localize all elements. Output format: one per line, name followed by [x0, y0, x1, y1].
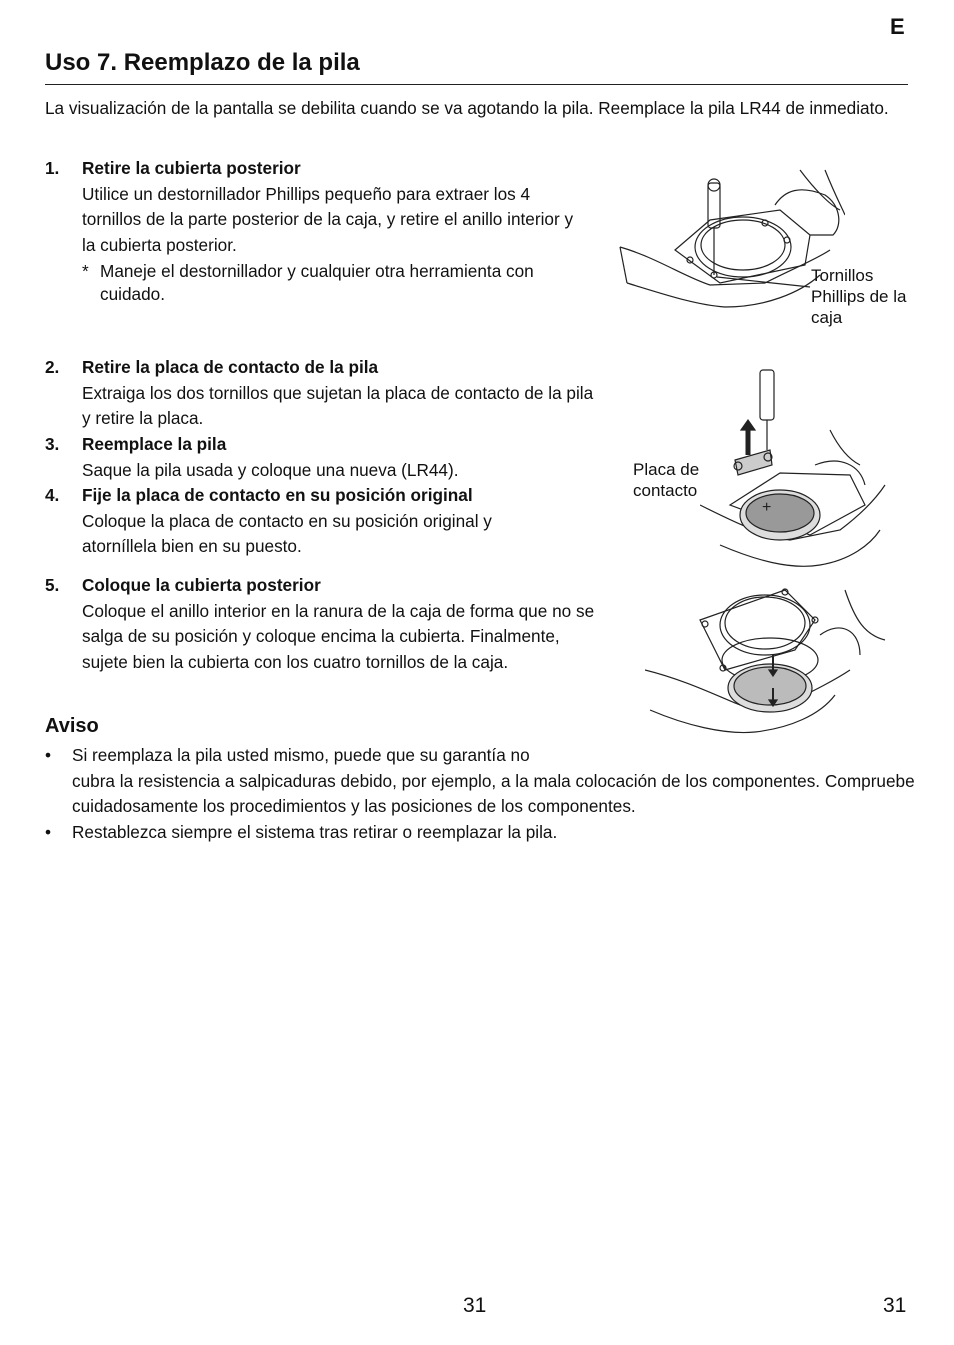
step-body: Utilice un destornillador Phillips pequeño para extraer los 4 tornillos de la parte posterior de la caja, y retire el anillo interior y la cubierta posterior. — [82, 183, 574, 255]
step-heading: Retire la placa de contacto de la pila — [82, 357, 379, 377]
step-body: Extraiga los dos tornillos que sujetan la placa de contacto de la pila y retire la placa. — [82, 382, 594, 428]
svg-text:+: + — [762, 499, 772, 516]
step-number: 4. — [45, 485, 60, 505]
step-heading: Fije la placa de contacto en su posición original — [82, 485, 473, 505]
page-title: Uso 7. Reemplazo de la pila — [45, 49, 360, 76]
note-marker: * — [82, 261, 89, 281]
step-number: 2. — [45, 357, 60, 377]
figure-contact-plate — [700, 365, 890, 575]
bullet-marker: • — [45, 822, 52, 842]
page-number-left: 31 — [463, 1294, 487, 1317]
page-number-right: 31 — [883, 1294, 907, 1317]
step-heading: Retire la cubierta posterior — [82, 158, 301, 178]
title-divider — [45, 84, 908, 85]
step-heading: Coloque la cubierta posterior — [82, 575, 321, 595]
step-number: 3. — [45, 434, 60, 454]
step-number: 1. — [45, 158, 60, 178]
figure-1-label: Tornillos Phillips de la caja — [811, 266, 907, 327]
bullet-marker: • — [45, 745, 52, 765]
intro-paragraph: La visualización de la pantalla se debilita cuando se va agotando la pila. Reemplace la pila LR44 de inmediato. — [45, 98, 889, 118]
step-number: 5. — [45, 575, 60, 595]
note-text: Maneje el destornillador y cualquier otra herramienta con cuidado. — [100, 261, 534, 304]
figure-2-label: Placa de contacto — [633, 460, 700, 500]
step-body: Coloque la placa de contacto en su posición original y atorníllela bien en su puesto. — [82, 510, 492, 556]
aviso-heading: Aviso — [45, 715, 99, 737]
aviso-item-text: cubra la resistencia a salpicaduras debido, por ejemplo, a la mala colocación de los componentes. Compruebe cuidadosamente los procedimientos y las posiciones de los componentes. — [72, 770, 915, 816]
figure-replace-cover — [645, 580, 895, 740]
aviso-item-text: Restablezca siempre el sistema tras retirar o reemplazar la pila. — [72, 822, 558, 842]
language-tab: E — [890, 14, 905, 39]
step-body: Saque la pila usada y coloque una nueva (LR44). — [82, 459, 459, 480]
aviso-item-text-line1: Si reemplaza la pila usted mismo, puede que su garantía no — [72, 745, 530, 765]
step-heading: Reemplace la pila — [82, 434, 227, 454]
step-body: Coloque el anillo interior en la ranura de la caja de forma que no se salga de su posición y coloque encima la cubierta. Finalmente, sujete bien la cubierta con los cuatro tornillos de la caja. — [82, 600, 595, 672]
